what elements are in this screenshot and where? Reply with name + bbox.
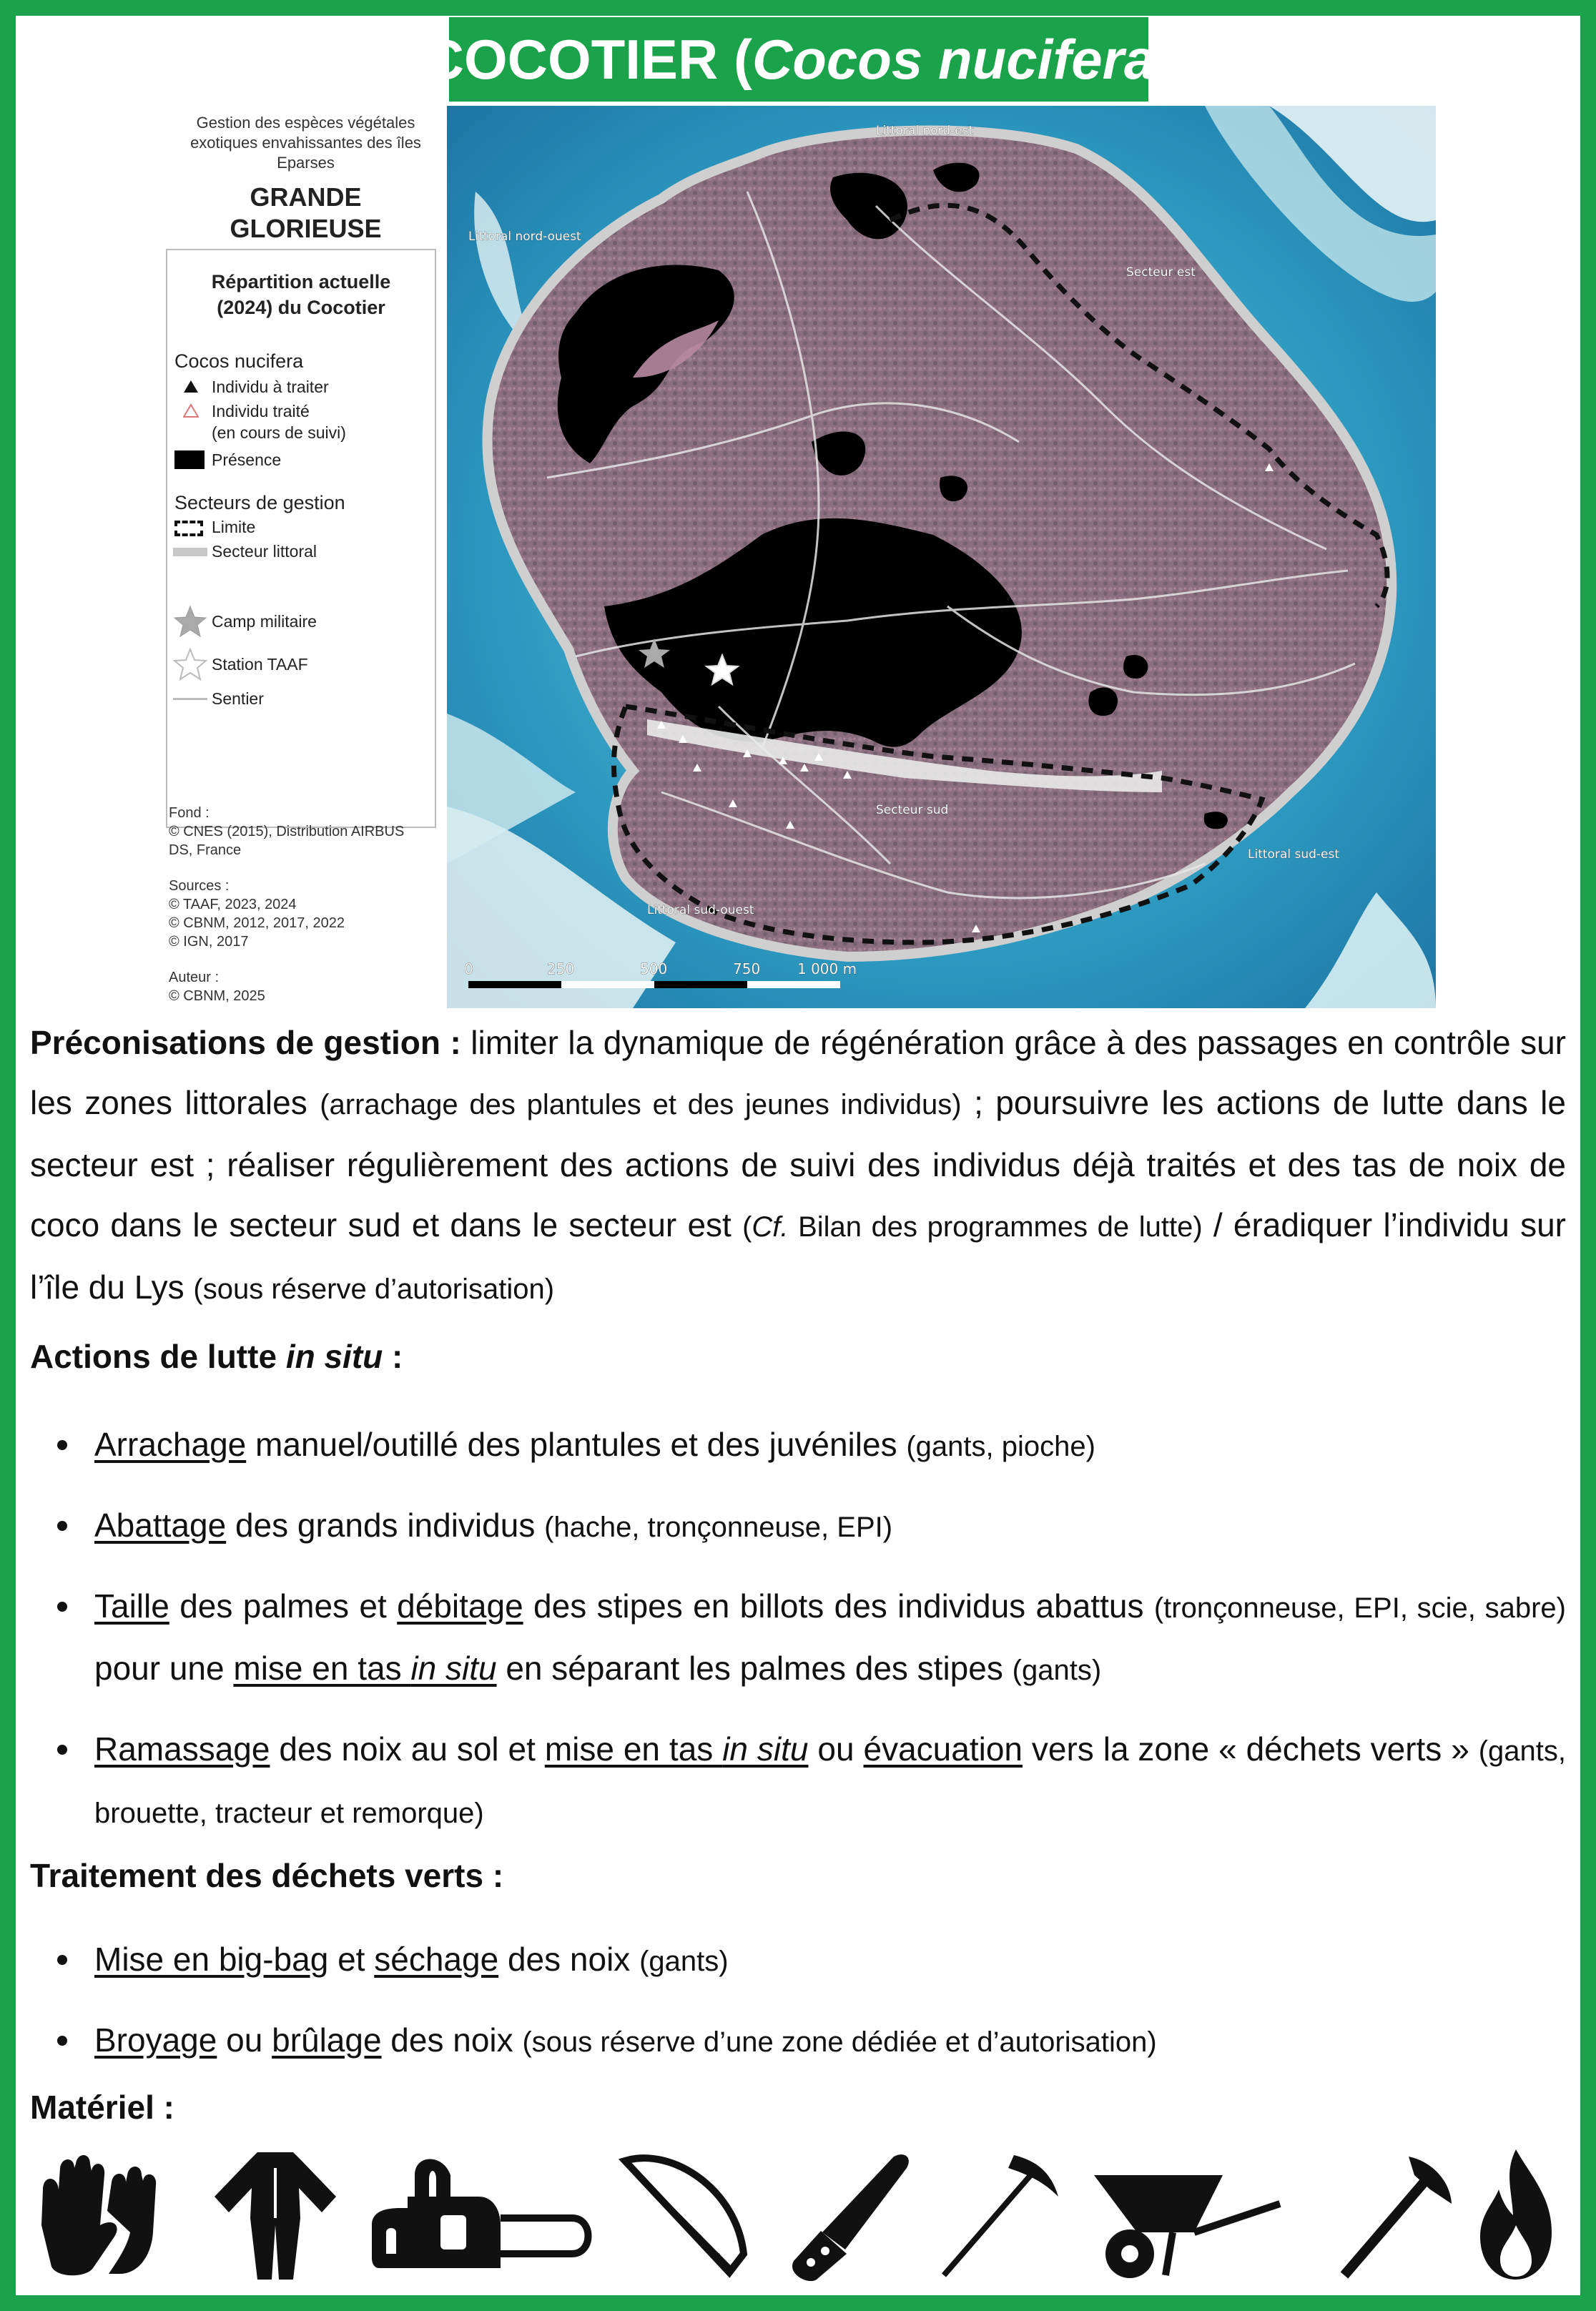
satellite-map [447,106,1436,1008]
action-taille-text-4: en séparant les palmes des stipes [496,1650,1013,1687]
action-taille-text-1: des palmes et [169,1587,398,1625]
scale-label-250: 250 [547,960,575,977]
action-mise-en-tas-b: mise en tas [544,1730,723,1768]
legend-subtitle-line2: (2024) du Cocotier [217,297,385,318]
legend-subtitle-line1: Répartition actuelle [211,271,391,292]
presence-swatch [174,450,205,469]
credit-auteur-1: © CBNM, 2025 [169,988,265,1004]
legend-camp-militaire: Camp militaire [212,612,317,631]
action-abattage-term: Abattage [94,1507,227,1544]
action-debitage-term: débitage [397,1587,523,1625]
bow-saw-icon [615,2147,758,2282]
dechets-list [30,1929,1566,2072]
action-abattage-tools: (hache, tronçonneuse, EPI) [544,1512,893,1543]
title-common: COCOTIER ( [423,27,752,91]
action-taille-text-3: pour une [94,1650,234,1687]
legend-limite: Limite [212,518,256,536]
label-secteur-est: Secteur est [1126,265,1196,280]
label-littoral-nord-est: Littoral nord-est [876,124,974,138]
map-legend [164,106,447,1008]
map-header-line1: Gestion des espèces végétales [196,114,415,132]
credit-sources-2: © CBNM, 2012, 2017, 2022 [169,915,345,931]
title-close: ) [1155,27,1174,91]
action-item-ramassage [30,1719,1566,1843]
preconisations-note-2a: ( [742,1211,752,1243]
legend-individu-traite-note: (en cours de suivi) [212,423,346,442]
action-taille-term: Taille [94,1587,169,1625]
dechets-heading: Traitement des déchets verts : [30,1857,504,1894]
dechets-item-bigbag [30,1929,1566,1991]
action-mise-en-tas-insitu: in situ [410,1650,497,1687]
dechets-sechage-term: séchage [374,1941,499,1978]
credit-sources-3: © IGN, 2017 [169,934,249,950]
wheelbarrow-icon [1087,2147,1287,2282]
actions-heading-a: Actions de lutte [30,1338,286,1375]
action-item-abattage [30,1495,1566,1557]
dechets-bigbag-text-2: des noix [498,1941,640,1978]
action-arrachage-tools: (gants, pioche) [906,1431,1095,1462]
label-littoral-nord-ouest: Littoral nord-ouest [468,230,581,244]
star-outline-icon [173,648,207,681]
action-item-arrachage [30,1414,1566,1477]
triangle-outline-icon [183,403,199,418]
fire-icon [1473,2147,1559,2282]
action-ramassage-text-1: des noix au sol et [270,1730,545,1768]
preconisations-label: Préconisations de gestion : [30,1024,461,1061]
label-littoral-sud-ouest: Littoral sud-ouest [647,903,754,917]
limit-swatch [174,521,203,536]
path-swatch [173,698,207,700]
action-ramassage-text-2: ou [808,1730,864,1768]
preconisations-note-cf: Cf. [752,1211,789,1243]
legend-species-title: Cocos nucifera [174,350,304,372]
dechets-item-broyage [30,2010,1566,2072]
legend-sentier: Sentier [212,689,264,708]
map-header-line2: exotiques envahissantes des îles Eparses [190,134,421,172]
preconisations-note-2b: Bilan des programmes de lutte) [788,1211,1203,1243]
action-mise-en-tas-insitu-2: in situ [722,1730,809,1768]
chainsaw-icon [365,2147,601,2282]
legend-individu-traite: Individu traité [212,402,310,420]
action-ramassage-term: Ramassage [94,1730,270,1768]
credit-auteur-title: Auteur : [169,970,220,985]
gloves-icon [29,2147,172,2282]
preconisations-note-3: (sous réserve d’autorisation) [193,1273,555,1305]
dechets-bigbag-tools: (gants) [639,1946,729,1977]
credit-fond-2: DS, France [169,842,242,858]
credit-sources-title: Sources : [169,878,230,894]
legend-secteur-littoral: Secteur littoral [212,542,317,561]
action-taille-tools: (tronçonneuse, EPI, scie, sabre) [1153,1592,1567,1624]
action-arrachage-text: manuel/outillé des plantules et des juvéniles [246,1426,907,1463]
label-littoral-sud-est: Littoral sud-est [1248,847,1339,862]
credit-sources-1: © TAAF, 2023, 2024 [169,897,297,912]
credit-fond-title: Fond : [169,805,210,821]
actions-heading-italic: in situ [285,1338,383,1375]
legend-individu-a-traiter: Individu à traiter [212,378,329,396]
island-name-line2: GLORIEUSE [230,214,382,243]
action-item-taille [30,1576,1566,1700]
credit-fond-1: © CNES (2015), Distribution AIRBUS [169,824,405,839]
dechets-bigbag-text-1: et [328,1941,375,1978]
legend-secteurs-title: Secteurs de gestion [174,492,345,513]
island-name-line1: GRANDE [250,182,362,212]
scale-label-750: 750 [733,960,761,977]
littoral-swatch [173,548,207,556]
action-taille-text-2: des stipes en billots des individus abattus [523,1587,1154,1625]
dechets-broyage-note: (sous réserve d’une zone dédiée et d’autorisation) [522,2026,1157,2058]
preconisations-note-1: (arrachage des plantules et des jeunes individus) [320,1089,962,1120]
action-arrachage-term: Arrachage [94,1426,247,1463]
materiel-icons [29,2147,1566,2282]
title-banner [423,17,1174,102]
action-ramassage-text-3: vers la zone « déchets verts » [1023,1730,1479,1768]
actions-list [30,1414,1566,1843]
legend-station-taaf: Station TAAF [212,655,308,674]
dechets-bigbag-term: Mise en big-bag [94,1941,329,1978]
action-taille-tools-2: (gants) [1012,1655,1102,1686]
action-ramassage-tools: (gants, brouette, tracteur et remorque) [94,1735,1566,1829]
actions-heading-b: : [383,1338,403,1375]
title-latin: Cocos nucifera [752,27,1156,91]
action-mise-en-tas-a: mise en tas [233,1650,411,1687]
satellite-map-svg [447,106,1436,1008]
action-mise-en-tas-term [233,1650,496,1687]
preconisations-paragraph [30,1012,1566,1319]
axe-icon [1323,2147,1459,2282]
dechets-broyage-term: Broyage [94,2021,217,2059]
machete-icon [779,2147,922,2282]
actions-heading [30,1337,403,1376]
coverall-icon [207,2147,343,2282]
action-mise-en-tas-term-2 [545,1730,809,1768]
action-evacuation-term: évacuation [863,1730,1023,1768]
action-abattage-text: des grands individus [226,1507,545,1544]
preconisations-text-3: / éradiquer l’individu sur l’île du Lys [30,1206,1567,1306]
pickaxe-icon [930,2147,1073,2282]
dechets-broyage-text-1: ou [217,2021,272,2059]
star-filled-icon [173,605,207,638]
dechets-broyage-text-2: des noix [381,2021,523,2059]
legend-box [166,249,436,828]
dechets-brulage-term: brûlage [272,2021,382,2059]
preconisations-text-1: limiter la dynamique de régénération grâce à des passages en contrôle sur les zones littorales [30,1024,1566,1121]
legend-presence: Présence [212,450,282,469]
scale-label-0: 0 [464,960,473,977]
map-figure [164,106,1436,1008]
scale-label-1000: 1 000 m [797,960,857,977]
triangle-filled-icon [183,379,199,393]
label-secteur-sud: Secteur sud [876,803,949,817]
scale-label-500: 500 [640,960,668,977]
materiel-heading: Matériel : [30,2089,174,2126]
preconisations-text-2: ; poursuivre les actions de lutte dans le secteur est ; réaliser régulièrement des actions de suivi des individus déjà traités et des tas de noix de coco dans le secteur sud et dans le secteur est [30,1084,1566,1243]
